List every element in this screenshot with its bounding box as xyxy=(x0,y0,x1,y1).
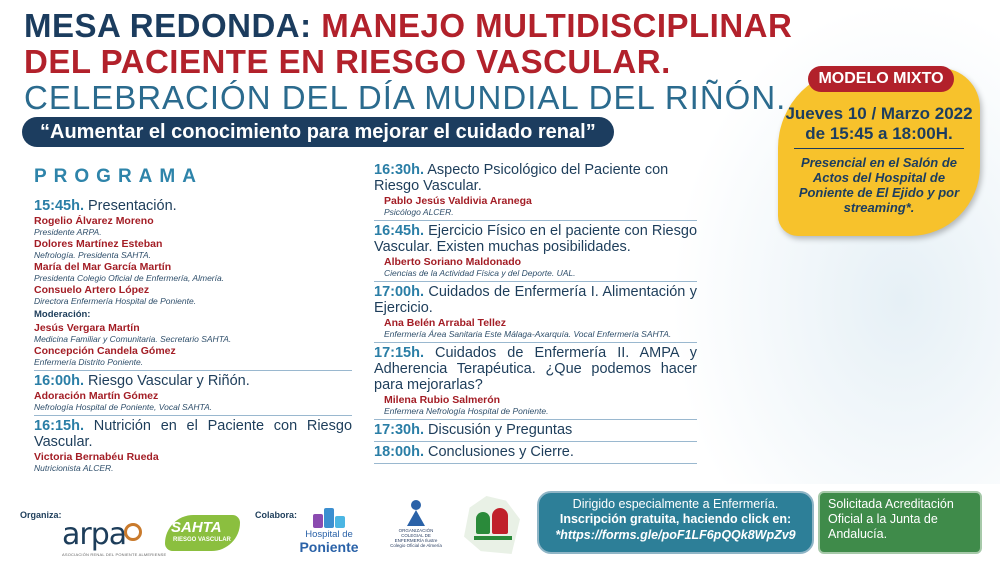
slot-time: 17:30h. xyxy=(374,422,424,438)
event-hours: de 15:45 a 18:00H. xyxy=(805,124,953,143)
slot-time: 17:00h. xyxy=(374,284,424,300)
moderator xyxy=(34,345,352,367)
speaker-role: Nefrología Hospital de Poniente, Vocal SAHTA. xyxy=(34,402,213,412)
registration-link[interactable]: *https://forms.gle/poF1LF6pQQk8WpZv9 xyxy=(555,528,796,542)
slot-time: 16:30h. xyxy=(374,162,424,178)
slot-time: 16:45h. xyxy=(374,223,424,239)
alcer-logo xyxy=(464,494,520,556)
speaker-role: Ciencias de la Actividad Física y del Deporte. UAL. xyxy=(384,268,576,278)
speaker-name: Dolores Martínez Esteban xyxy=(34,238,163,250)
speaker-name: Alberto Soriano Maldonado xyxy=(384,256,522,268)
speaker xyxy=(374,394,697,416)
slot-time: 16:00h. xyxy=(34,373,84,389)
sahta-logo-text: SAHTA xyxy=(171,519,222,536)
program-left-column xyxy=(34,196,352,476)
speaker xyxy=(34,261,352,283)
colegio-enfermeria-logo xyxy=(388,500,444,560)
speaker-name: Rogelio Álvarez Moreno xyxy=(34,215,154,227)
program-slot xyxy=(374,160,697,221)
hospital-poniente-logo xyxy=(293,506,365,556)
event-date: Jueves 10 / Marzo 2022 xyxy=(785,104,973,123)
figure-icon xyxy=(476,512,490,534)
arpa-logo-text: arpa xyxy=(62,517,127,552)
speaker-role: Medicina Familiar y Comunitaria. Secretario SAHTA. xyxy=(34,334,232,344)
slot-title: Conclusiones y Cierre. xyxy=(428,444,574,460)
sahta-logo-subtitle: RIESGO VASCULAR xyxy=(173,537,231,543)
figure-icon xyxy=(492,508,508,534)
speaker-role: Directora Enfermería Hospital de Poniente. xyxy=(34,296,197,306)
title-line-3: CELEBRACIÓN DEL DÍA MUNDIAL DEL RIÑÓN. xyxy=(24,79,787,116)
speaker-name: Concepción Candela Gómez xyxy=(34,345,176,357)
slot-title: Ejercicio Físico en el paciente con Riesgo Vascular. Existen muchas posibilidades. xyxy=(374,223,698,255)
program-slot xyxy=(374,420,697,442)
program-slot xyxy=(34,371,352,416)
speaker-name: Victoria Bernabéu Rueda xyxy=(34,451,159,463)
speaker-name: Jesús Vergara Martín xyxy=(34,322,140,334)
event-location: Presencial en el Salón de Actos del Hospital de Poniente de El Ejido y por streaming*. xyxy=(798,155,960,215)
slot-title: Riesgo Vascular y Riñón. xyxy=(88,373,250,389)
program-slot xyxy=(34,196,352,371)
hospital-logo-line-2: Poniente xyxy=(299,539,359,555)
hospital-logo-line-1: Hospital de xyxy=(305,529,353,540)
title-topic: MANEJO MULTIDISCIPLINAR xyxy=(321,7,793,44)
speaker-name: Milena Rubio Salmerón xyxy=(384,394,501,406)
audience-text: Dirigido especialmente a Enfermería. xyxy=(572,497,779,511)
slot-title: Nutrición en el Paciente con Riesgo Vascular. xyxy=(34,418,353,450)
speaker xyxy=(34,451,352,473)
program-slot xyxy=(374,282,697,343)
speaker xyxy=(34,390,352,412)
moderation-label: Moderación: xyxy=(34,309,91,320)
divider xyxy=(794,148,964,149)
speaker xyxy=(34,238,352,260)
slot-time: 18:00h. xyxy=(374,444,424,460)
program-right-column xyxy=(374,160,697,464)
speaker-name: Ana Belén Arrabal Tellez xyxy=(384,317,506,329)
speaker-role: Presidenta Colegio Oficial de Enfermería, Almería. xyxy=(34,273,225,283)
program-slot xyxy=(374,343,697,420)
nurse-emblem-icon xyxy=(403,500,429,526)
program-slot xyxy=(374,221,697,282)
speaker-role: Enfermería Área Sanitaria Este Málaga-Axarquía. Vocal Enfermería SAHTA. xyxy=(384,329,672,339)
organiza-label: Organiza: xyxy=(20,510,62,520)
speaker xyxy=(34,284,352,306)
slot-time: 16:15h. xyxy=(34,418,84,434)
speaker-role: Psicólogo ALCER. xyxy=(384,207,454,217)
slot-title: Discusión y Preguntas xyxy=(428,422,573,438)
speaker-name: Pablo Jesús Valdivia Aranega xyxy=(384,195,532,207)
slot-title: Cuidados de Enfermería II. AMPA y Adherencia Terapéutica. ¿Que podemos hacer para mejorarlas? xyxy=(374,345,697,393)
arpa-logo-subtitle: ASOCIACIÓN RENAL DEL PONIENTE ALMERIENSE xyxy=(62,552,167,557)
arpa-ring-icon xyxy=(124,523,142,541)
title-line-2: DEL PACIENTE EN RIESGO VASCULAR. xyxy=(24,43,671,80)
colabora-label: Colabora: xyxy=(255,510,298,520)
slot-title: Cuidados de Enfermería I. Alimentación y Ejercicio. xyxy=(374,284,698,316)
speaker-name: Consuelo Artero López xyxy=(34,284,150,296)
slot-time: 17:15h. xyxy=(374,345,424,361)
registration-text: Inscripción gratuita, haciendo click en: xyxy=(559,512,792,526)
speaker xyxy=(374,256,697,278)
speaker xyxy=(34,215,352,237)
accreditation-box: Solicitada Acreditación Oficial a la Junta de Andalucía. xyxy=(818,491,982,554)
speaker xyxy=(374,317,697,339)
speaker-role: Presidente ARPA. xyxy=(34,227,102,237)
speaker-role: Nefrología. Presidenta SAHTA. xyxy=(34,250,152,260)
speaker-name: Adoración Martín Gómez xyxy=(34,390,159,402)
title-line-1 xyxy=(24,8,792,44)
mode-pill: MODELO MIXTO xyxy=(808,66,954,92)
speaker-name: María del Mar García Martín xyxy=(34,261,172,273)
colegio-logo-text: ORGANIZACIÓN COLEGIAL DE ENFERMERÍA Ilustre Colegio Oficial de Almería xyxy=(390,528,442,548)
arpa-logo xyxy=(62,517,167,557)
speaker xyxy=(374,195,697,217)
sahta-logo xyxy=(165,515,240,551)
program-slot xyxy=(374,442,697,464)
title-prefix: MESA REDONDA: xyxy=(24,7,312,44)
slot-title: Aspecto Psicológico del Paciente con Riesgo Vascular. xyxy=(374,162,669,194)
program-slot xyxy=(34,416,352,476)
speaker-role: Enfermera Nefrología Hospital de Poniente. xyxy=(384,406,549,416)
slot-time: 15:45h. xyxy=(34,198,84,214)
hospital-building-icon xyxy=(307,506,351,528)
slogan-banner: “Aumentar el conocimiento para mejorar el cuidado renal” xyxy=(22,117,614,147)
slot-title: Presentación. xyxy=(88,198,177,214)
event-info-badge xyxy=(778,68,980,236)
speaker-role: Enfermería Distrito Poniente. xyxy=(34,357,144,367)
moderator xyxy=(34,322,352,344)
registration-info-box[interactable] xyxy=(537,491,814,554)
speaker-role: Nutricionista ALCER. xyxy=(34,463,114,473)
programa-heading: PROGRAMA xyxy=(34,166,203,187)
